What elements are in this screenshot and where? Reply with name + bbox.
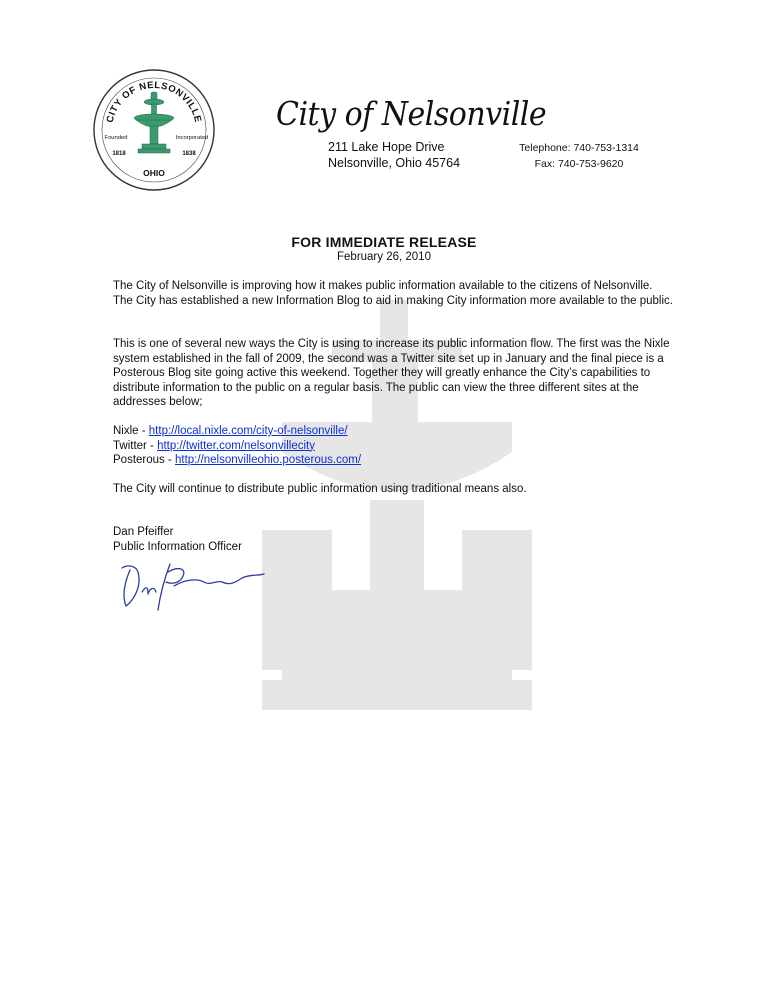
address-block bbox=[328, 140, 460, 171]
handwritten-signature bbox=[112, 556, 272, 614]
seal-top-text: CITY OF NELSONVILLE bbox=[104, 79, 204, 124]
telephone-number: Telephone: 740-753-1314 bbox=[519, 142, 639, 154]
paragraph-text: The City of Nelsonville is improving how it makes public information available to the citizens of Nelsonville. The City has established a new Information Blog to aid in making City information more available to the public. bbox=[113, 280, 673, 307]
letterhead-title: City of Nelsonville bbox=[276, 96, 547, 134]
address-line-2: Nelsonville, Ohio 45764 bbox=[328, 155, 461, 170]
address-line-1: 211 Lake Hope Drive bbox=[328, 140, 445, 154]
links-list bbox=[113, 424, 673, 468]
link-label: Twitter - bbox=[113, 439, 158, 452]
seal-founded-year: 1818 bbox=[112, 151, 126, 157]
seal-founded-label: Founded bbox=[104, 135, 128, 141]
seal-bottom-text: OHIO bbox=[143, 168, 165, 178]
signer-title: Public Information Officer bbox=[113, 540, 242, 553]
nixle-link[interactable]: http://local.nixle.com/city-of-nelsonville/ bbox=[148, 425, 348, 437]
link-label: Posterous - bbox=[113, 454, 175, 467]
body-paragraph-2 bbox=[113, 337, 673, 410]
body-paragraph-1 bbox=[113, 279, 673, 308]
paragraph-text: The City will continue to distribute public information using traditional means also. bbox=[113, 483, 527, 495]
release-heading: FOR IMMEDIATE RELEASE bbox=[291, 234, 477, 250]
city-seal-logo bbox=[92, 68, 216, 192]
body-paragraph-3 bbox=[113, 482, 673, 497]
link-row-nixle bbox=[113, 424, 673, 439]
seal-incorporated-year: 1838 bbox=[182, 151, 196, 157]
seal-incorporated-label: Incorporated bbox=[175, 135, 209, 141]
signoff-block bbox=[113, 525, 673, 554]
posterous-link[interactable]: http://nelsonvilleohio.posterous.com/ bbox=[175, 454, 362, 467]
release-date: February 26, 2010 bbox=[337, 251, 431, 263]
link-label: Nixle - bbox=[113, 425, 149, 437]
contact-block bbox=[519, 141, 639, 172]
link-row-twitter bbox=[113, 439, 673, 454]
paragraph-text: This is one of several new ways the City is using to increase its public information flow. The first was the Nixle system established in the fall of 2009, the second was a Twitter site set up in January and the final piece is a Posterous Blog site going active this weekend. Together they will greatly enhance the City’s capabilities to distribute information to the public on a regular basis. The public can view the three different sites at the addresses below; bbox=[113, 338, 670, 409]
twitter-link[interactable]: http://twitter.com/nelsonvillecity bbox=[157, 439, 315, 452]
link-row-posterous bbox=[113, 453, 673, 468]
fax-number: Fax: 740-753-9620 bbox=[534, 157, 624, 170]
signer-name: Dan Pfeiffer bbox=[113, 526, 174, 538]
